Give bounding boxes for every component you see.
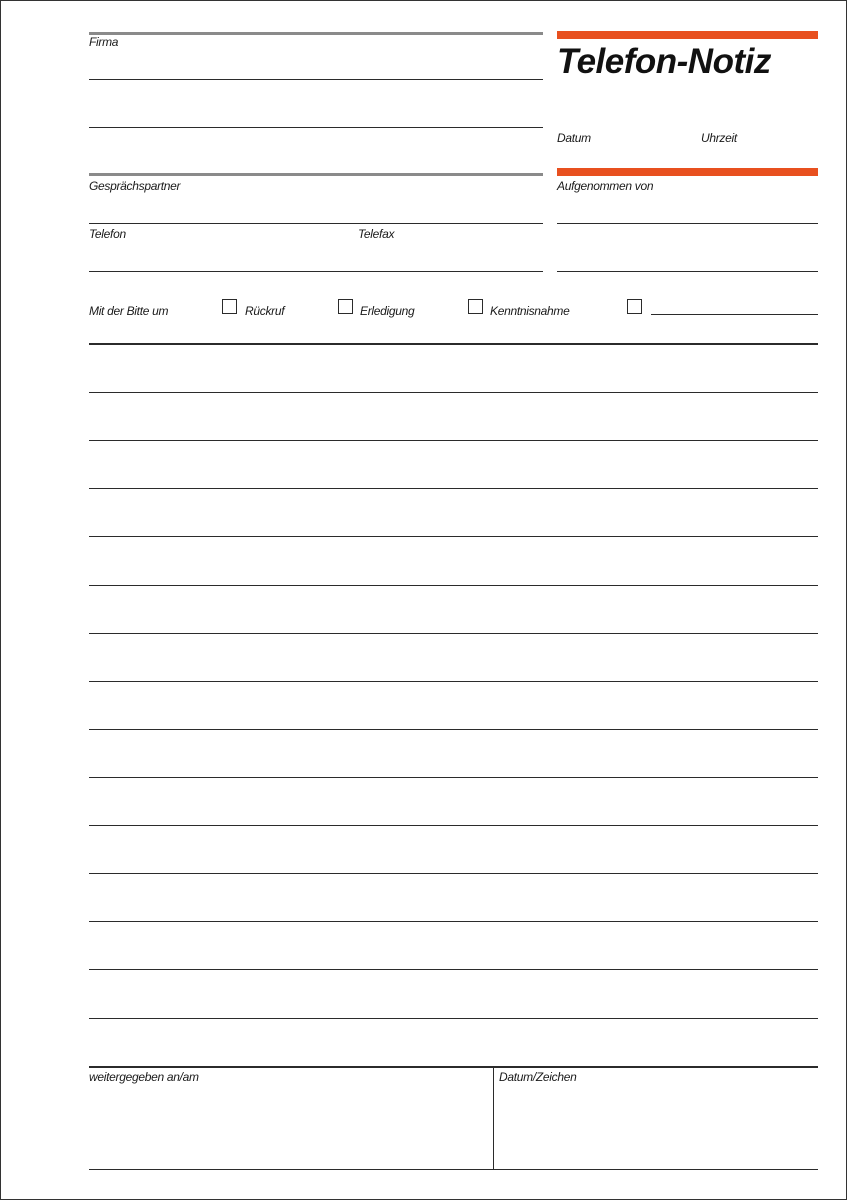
- title-accent-bar-bottom: [557, 168, 818, 176]
- firma-field-3[interactable]: [89, 145, 543, 173]
- rueckruf-label: Rückruf: [245, 304, 285, 318]
- erledigung-checkbox[interactable]: [338, 299, 353, 314]
- erledigung-label: Erledigung: [360, 304, 415, 318]
- firma-label: Firma: [89, 35, 119, 49]
- custom-checkbox[interactable]: [627, 299, 642, 314]
- notes-line: [89, 921, 818, 922]
- telefax-field[interactable]: [358, 243, 543, 271]
- form-title: Telefon-Notiz: [557, 42, 771, 81]
- datum-zeichen-label: Datum/Zeichen: [499, 1070, 577, 1084]
- footer-top-rule: [89, 1066, 818, 1068]
- firma-field-1[interactable]: [89, 51, 543, 79]
- gespraechspartner-line: [89, 223, 543, 224]
- footer-bottom-rule: [89, 1169, 818, 1170]
- telefon-field[interactable]: [89, 243, 351, 271]
- notes-line: [89, 585, 818, 586]
- firma-bottom-rule: [89, 173, 543, 176]
- datum-zeichen-field[interactable]: [499, 1087, 814, 1167]
- weitergegeben-label: weitergegeben an/am: [89, 1070, 199, 1084]
- notes-line: [89, 633, 818, 634]
- telefon-line: [89, 271, 543, 272]
- notes-line: [89, 440, 818, 441]
- notes-line: [89, 1018, 818, 1019]
- bitte-um-label: Mit der Bitte um: [89, 304, 169, 318]
- uhrzeit-field[interactable]: [701, 137, 818, 165]
- aufgenommen-von-field-2[interactable]: [557, 243, 818, 271]
- telefax-label: Telefax: [358, 227, 395, 241]
- notes-line: [89, 777, 818, 778]
- weitergegeben-field[interactable]: [89, 1087, 489, 1167]
- datum-label: Datum: [557, 131, 591, 145]
- custom-option-line: [651, 314, 818, 315]
- firma-top-rule: [89, 32, 543, 35]
- uhrzeit-label: Uhrzeit: [701, 131, 737, 145]
- custom-option-field[interactable]: [651, 291, 818, 315]
- notes-area[interactable]: [89, 345, 818, 1065]
- title-accent-bar-top: [557, 31, 818, 39]
- telefon-label: Telefon: [89, 227, 126, 241]
- aufgenommen-von-field-1[interactable]: [557, 195, 818, 223]
- aufgenommen-von-line-1: [557, 223, 818, 224]
- rueckruf-checkbox[interactable]: [222, 299, 237, 314]
- kenntnisnahme-label: Kenntnisnahme: [490, 304, 570, 318]
- notes-line: [89, 729, 818, 730]
- kenntnisnahme-checkbox[interactable]: [468, 299, 483, 314]
- notes-line: [89, 488, 818, 489]
- notes-line: [89, 392, 818, 393]
- notes-line: [89, 825, 818, 826]
- notes-line: [89, 969, 818, 970]
- notes-line: [89, 681, 818, 682]
- firma-line-1: [89, 79, 543, 80]
- gespraechspartner-label: Gesprächspartner: [89, 179, 181, 193]
- footer-divider: [493, 1067, 494, 1169]
- aufgenommen-von-label: Aufgenommen von: [557, 179, 654, 193]
- firma-field-2[interactable]: [89, 99, 543, 127]
- datum-field[interactable]: [557, 137, 697, 165]
- gespraechspartner-field[interactable]: [89, 195, 543, 223]
- firma-line-2: [89, 127, 543, 128]
- notes-line: [89, 536, 818, 537]
- aufgenommen-von-line-2: [557, 271, 818, 272]
- notes-line: [89, 873, 818, 874]
